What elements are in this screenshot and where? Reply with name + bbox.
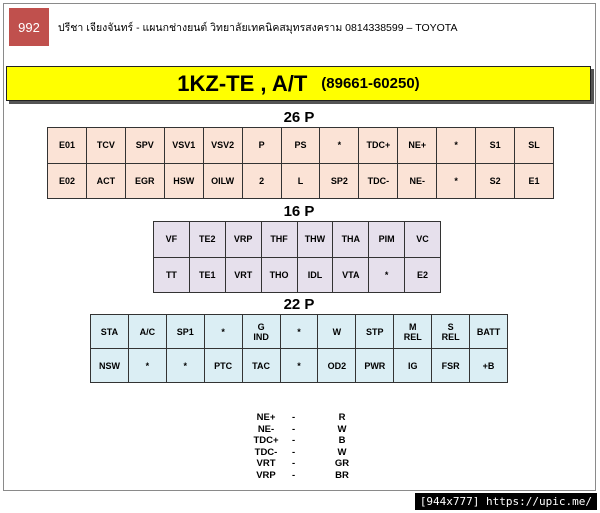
pin-cell: BATT xyxy=(470,315,508,349)
pin-cell: * xyxy=(320,128,359,164)
legend-dash: - xyxy=(292,412,296,423)
connector-26p-grid xyxy=(47,127,554,199)
pin-cell: VRP xyxy=(226,222,262,258)
legend-row xyxy=(240,447,370,459)
pin-cell: EGR xyxy=(126,164,165,200)
pin-cell: OD2 xyxy=(318,349,356,383)
author-header: ปรีชา เจียงจันทร์ - แผนกช่างยนต์ วิทยาลัยเทคนิคสมุทรสงคราม 0814338599 – TOYOTA xyxy=(58,22,458,34)
pin-cell: * xyxy=(281,315,319,349)
connector-22p-grid xyxy=(90,314,508,383)
legend-wire-color: R xyxy=(338,412,346,423)
pin-cell: * xyxy=(205,315,243,349)
pin-cell: THW xyxy=(298,222,334,258)
pin-cell: NE- xyxy=(398,164,437,200)
legend-wire-color: BR xyxy=(335,469,349,481)
pin-cell: TDC+ xyxy=(359,128,398,164)
title-banner xyxy=(6,66,591,101)
pin-cell: NSW xyxy=(91,349,129,383)
pin-cell: PS xyxy=(282,128,321,164)
pin-cell: W xyxy=(318,315,356,349)
pin-cell: A/C xyxy=(129,315,167,349)
legend-dash: - xyxy=(292,446,296,458)
pin-cell: TE1 xyxy=(190,258,226,294)
pin-cell: E02 xyxy=(48,164,87,200)
legend-dash: - xyxy=(292,458,296,469)
legend-dash: - xyxy=(292,423,296,435)
legend-signal: NE+ xyxy=(256,412,276,423)
legend-row xyxy=(240,412,370,424)
legend-row xyxy=(240,470,370,482)
ecu-part-number: (89661-60250) xyxy=(321,75,420,92)
pin-cell: VF xyxy=(154,222,190,258)
pin-cell: S2 xyxy=(476,164,515,200)
pin-cell: S REL xyxy=(432,315,470,349)
legend-wire-color: W xyxy=(337,446,347,458)
pin-cell: SP1 xyxy=(167,315,205,349)
legend-signal: TDC+ xyxy=(253,435,279,446)
connector-16p-label: 16 P xyxy=(283,203,315,220)
pin-cell: L xyxy=(282,164,321,200)
pin-cell: SP2 xyxy=(320,164,359,200)
pin-cell: HSW xyxy=(165,164,204,200)
pin-cell: SPV xyxy=(126,128,165,164)
pin-cell: STA xyxy=(91,315,129,349)
pin-cell: * xyxy=(437,128,476,164)
legend-row xyxy=(240,424,370,436)
pin-cell: NE+ xyxy=(398,128,437,164)
pin-cell: E1 xyxy=(515,164,554,200)
legend-dash: - xyxy=(292,435,296,446)
pin-cell: PIM xyxy=(369,222,405,258)
pin-cell: S1 xyxy=(476,128,515,164)
legend-signal: VRP xyxy=(256,469,276,481)
pin-cell: TAC xyxy=(243,349,281,383)
pin-cell: IG xyxy=(394,349,432,383)
pin-cell: THF xyxy=(262,222,298,258)
engine-title: 1KZ-TE , A/T xyxy=(177,70,308,96)
wire-color-legend xyxy=(240,412,370,481)
pin-cell: VTA xyxy=(333,258,369,294)
legend-signal: VRT xyxy=(256,458,276,469)
pin-cell: E01 xyxy=(48,128,87,164)
pin-cell: * xyxy=(437,164,476,200)
pin-cell: P xyxy=(243,128,282,164)
pin-cell: THA xyxy=(333,222,369,258)
pin-cell: * xyxy=(369,258,405,294)
legend-signal: TDC- xyxy=(254,446,278,458)
pin-cell: * xyxy=(129,349,167,383)
connector-16p-grid xyxy=(153,221,441,293)
legend-dash: - xyxy=(292,469,296,481)
pin-cell: VC xyxy=(405,222,441,258)
connector-26p-label: 26 P xyxy=(283,109,315,126)
pin-cell: 2 xyxy=(243,164,282,200)
pin-cell: TT xyxy=(154,258,190,294)
legend-signal: NE- xyxy=(257,423,275,435)
pin-cell: ACT xyxy=(87,164,126,200)
pin-cell: * xyxy=(167,349,205,383)
pin-cell: E2 xyxy=(405,258,441,294)
pin-cell: OILW xyxy=(204,164,243,200)
pin-cell: +B xyxy=(470,349,508,383)
pin-cell: TE2 xyxy=(190,222,226,258)
connector-22p-label: 22 P xyxy=(283,296,315,313)
pin-cell: PWR xyxy=(356,349,394,383)
pin-cell: VRT xyxy=(226,258,262,294)
pin-cell: TCV xyxy=(87,128,126,164)
pin-cell: STP xyxy=(356,315,394,349)
legend-wire-color: W xyxy=(337,423,347,435)
pin-cell: G IND xyxy=(243,315,281,349)
legend-wire-color: GR xyxy=(334,458,350,469)
pin-cell: VSV1 xyxy=(165,128,204,164)
pin-cell: IDL xyxy=(298,258,334,294)
pin-cell: M REL xyxy=(394,315,432,349)
pin-cell: TDC- xyxy=(359,164,398,200)
pin-cell: PTC xyxy=(205,349,243,383)
pin-cell: SL xyxy=(515,128,554,164)
legend-wire-color: B xyxy=(338,435,346,446)
pin-cell: FSR xyxy=(432,349,470,383)
pin-cell: THO xyxy=(262,258,298,294)
pin-cell: VSV2 xyxy=(204,128,243,164)
pin-cell: * xyxy=(281,349,319,383)
legend-row xyxy=(240,458,370,470)
legend-row xyxy=(240,435,370,447)
page-number-badge: 992 xyxy=(9,8,49,46)
watermark-footer: [944x777] https://upic.me/ xyxy=(415,493,597,510)
